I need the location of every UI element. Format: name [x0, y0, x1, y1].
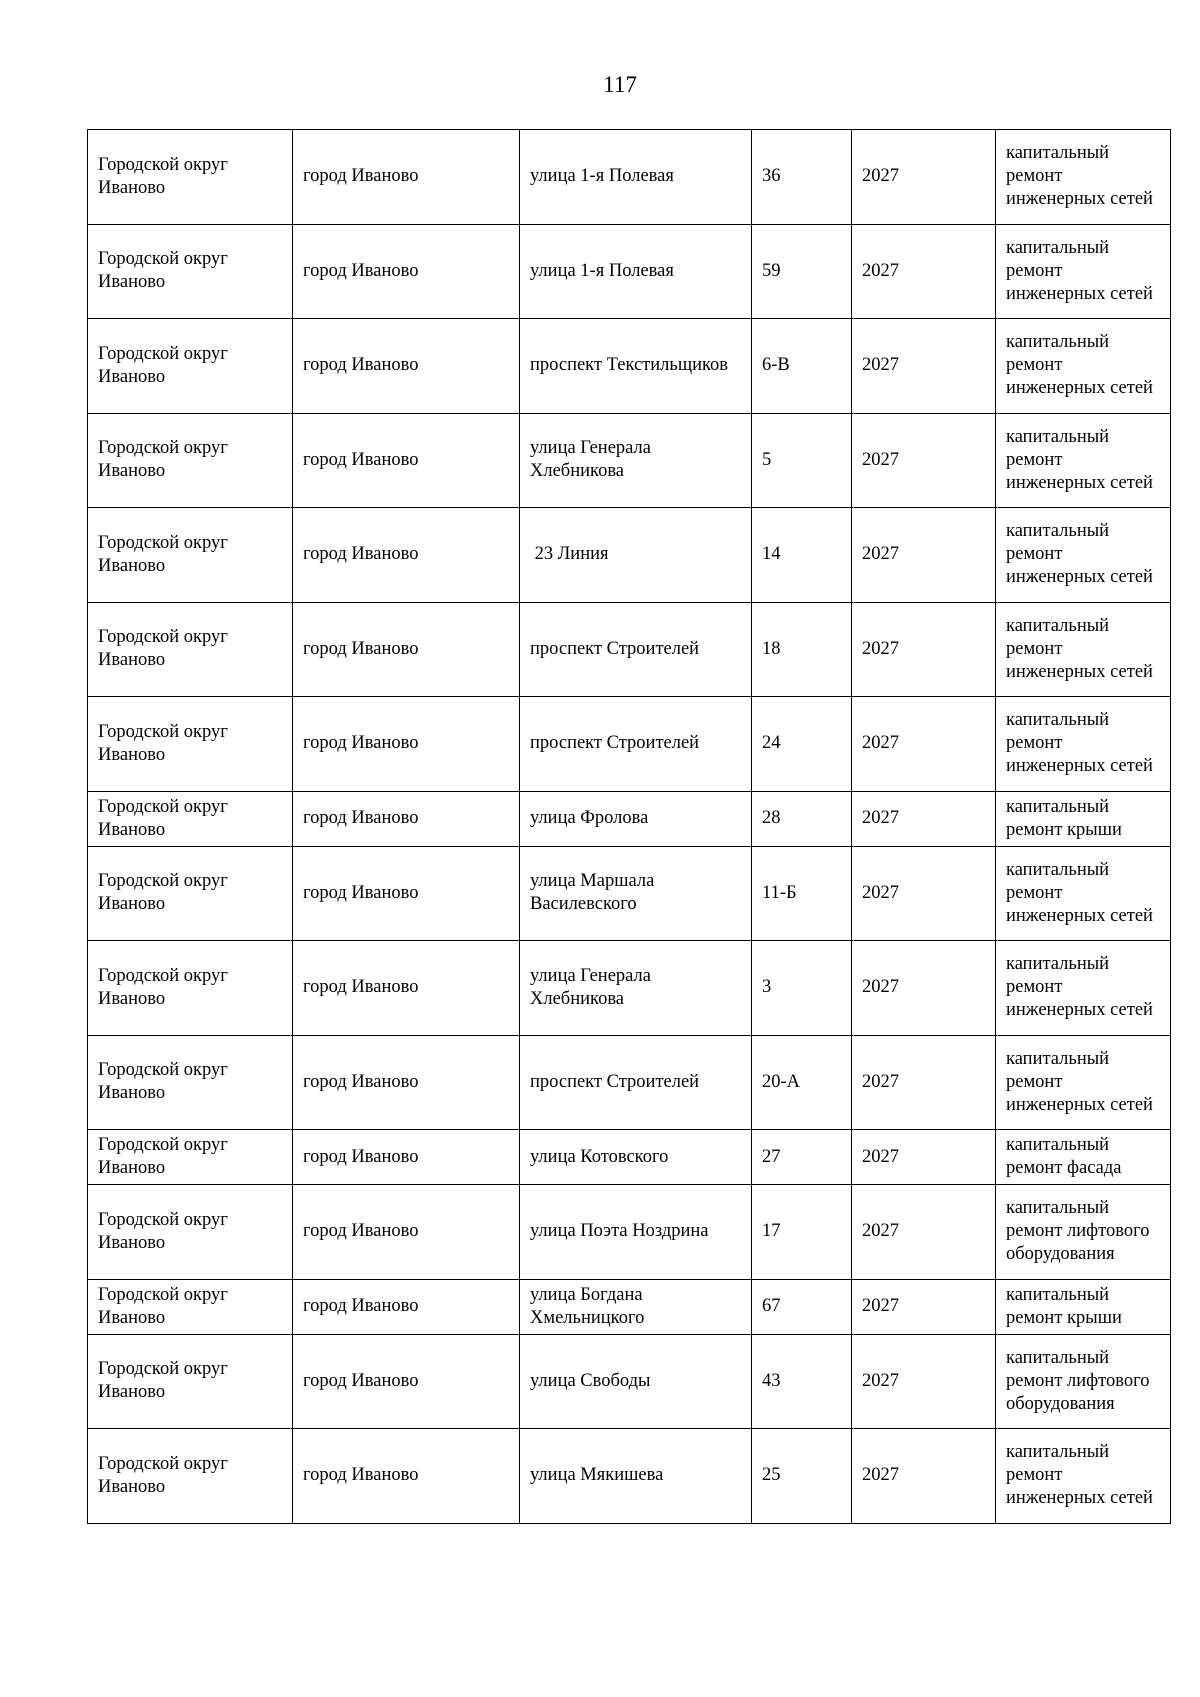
cell-municipality: Городской округ Иваново [88, 319, 293, 414]
cell-work-type: капитальный ремонт лифтового оборудования [996, 1185, 1171, 1280]
cell-street: улица Мякишева [520, 1429, 752, 1524]
cell-street: улица Фролова [520, 791, 752, 846]
cell-street: проспект Строителей [520, 602, 752, 697]
cell-settlement: город Иваново [293, 508, 520, 603]
table-row [88, 130, 1171, 225]
cell-street: 23 Линия [520, 508, 752, 603]
table-row [88, 602, 1171, 697]
table-row [88, 791, 1171, 846]
cell-work-type: капитальный ремонт крыши [996, 1279, 1171, 1334]
cell-municipality: Городской округ Иваново [88, 1429, 293, 1524]
cell-house-number: 36 [752, 130, 852, 225]
cell-work-type: капитальный ремонт инженерных сетей [996, 508, 1171, 603]
cell-house-number: 18 [752, 602, 852, 697]
cell-street: проспект Текстильщиков [520, 319, 752, 414]
cell-municipality: Городской округ Иваново [88, 1035, 293, 1130]
cell-year: 2027 [852, 697, 996, 792]
cell-house-number: 59 [752, 224, 852, 319]
cell-year: 2027 [852, 602, 996, 697]
cell-house-number: 3 [752, 941, 852, 1036]
repair-schedule-table [87, 129, 1171, 1524]
cell-municipality: Городской округ Иваново [88, 1334, 293, 1429]
cell-settlement: город Иваново [293, 791, 520, 846]
cell-work-type: капитальный ремонт инженерных сетей [996, 224, 1171, 319]
cell-work-type: капитальный ремонт инженерных сетей [996, 130, 1171, 225]
cell-street: улица 1-я Полевая [520, 224, 752, 319]
table-row [88, 941, 1171, 1036]
cell-municipality: Городской округ Иваново [88, 130, 293, 225]
cell-year: 2027 [852, 1185, 996, 1280]
cell-house-number: 14 [752, 508, 852, 603]
table-row [88, 224, 1171, 319]
cell-house-number: 11-Б [752, 846, 852, 941]
cell-year: 2027 [852, 1130, 996, 1185]
table-row [88, 846, 1171, 941]
cell-street: улица Генерала Хлебникова [520, 413, 752, 508]
cell-work-type: капитальный ремонт инженерных сетей [996, 1429, 1171, 1524]
cell-house-number: 20-А [752, 1035, 852, 1130]
cell-municipality: Городской округ Иваново [88, 941, 293, 1036]
cell-house-number: 25 [752, 1429, 852, 1524]
cell-street: проспект Строителей [520, 697, 752, 792]
cell-year: 2027 [852, 1035, 996, 1130]
cell-settlement: город Иваново [293, 413, 520, 508]
cell-municipality: Городской округ Иваново [88, 791, 293, 846]
cell-house-number: 43 [752, 1334, 852, 1429]
cell-work-type: капитальный ремонт фасада [996, 1130, 1171, 1185]
cell-work-type: капитальный ремонт инженерных сетей [996, 941, 1171, 1036]
cell-municipality: Городской округ Иваново [88, 1185, 293, 1280]
cell-year: 2027 [852, 941, 996, 1036]
table-row [88, 1185, 1171, 1280]
table-row [88, 1035, 1171, 1130]
cell-work-type: капитальный ремонт лифтового оборудования [996, 1334, 1171, 1429]
cell-street: улица Свободы [520, 1334, 752, 1429]
cell-municipality: Городской округ Иваново [88, 602, 293, 697]
table-row [88, 1334, 1171, 1429]
cell-settlement: город Иваново [293, 1429, 520, 1524]
table-row [88, 1429, 1171, 1524]
cell-house-number: 6-В [752, 319, 852, 414]
table-row [88, 697, 1171, 792]
cell-settlement: город Иваново [293, 1334, 520, 1429]
cell-work-type: капитальный ремонт инженерных сетей [996, 602, 1171, 697]
cell-year: 2027 [852, 1279, 996, 1334]
cell-settlement: город Иваново [293, 319, 520, 414]
cell-house-number: 27 [752, 1130, 852, 1185]
cell-settlement: город Иваново [293, 941, 520, 1036]
cell-settlement: город Иваново [293, 1130, 520, 1185]
page-number: 117 [603, 72, 637, 97]
cell-house-number: 24 [752, 697, 852, 792]
table-row [88, 413, 1171, 508]
cell-work-type: капитальный ремонт инженерных сетей [996, 413, 1171, 508]
cell-street: проспект Строителей [520, 1035, 752, 1130]
cell-settlement: город Иваново [293, 1035, 520, 1130]
cell-year: 2027 [852, 1429, 996, 1524]
cell-year: 2027 [852, 319, 996, 414]
table-body [88, 130, 1171, 1524]
cell-work-type: капитальный ремонт крыши [996, 791, 1171, 846]
cell-street: улица Генерала Хлебникова [520, 941, 752, 1036]
cell-settlement: город Иваново [293, 602, 520, 697]
cell-municipality: Городской округ Иваново [88, 224, 293, 319]
cell-work-type: капитальный ремонт инженерных сетей [996, 1035, 1171, 1130]
cell-house-number: 17 [752, 1185, 852, 1280]
cell-settlement: город Иваново [293, 846, 520, 941]
cell-settlement: город Иваново [293, 1279, 520, 1334]
cell-street: улица Котовского [520, 1130, 752, 1185]
cell-year: 2027 [852, 224, 996, 319]
cell-year: 2027 [852, 791, 996, 846]
cell-settlement: город Иваново [293, 130, 520, 225]
cell-work-type: капитальный ремонт инженерных сетей [996, 697, 1171, 792]
cell-municipality: Городской округ Иваново [88, 508, 293, 603]
cell-street: улица Маршала Василевского [520, 846, 752, 941]
cell-street: улица 1-я Полевая [520, 130, 752, 225]
cell-municipality: Городской округ Иваново [88, 697, 293, 792]
cell-house-number: 28 [752, 791, 852, 846]
cell-municipality: Городской округ Иваново [88, 413, 293, 508]
cell-year: 2027 [852, 508, 996, 603]
cell-street: улица Богдана Хмельницкого [520, 1279, 752, 1334]
cell-year: 2027 [852, 413, 996, 508]
cell-house-number: 67 [752, 1279, 852, 1334]
cell-work-type: капитальный ремонт инженерных сетей [996, 319, 1171, 414]
table-row [88, 508, 1171, 603]
cell-work-type: капитальный ремонт инженерных сетей [996, 846, 1171, 941]
cell-settlement: город Иваново [293, 224, 520, 319]
cell-year: 2027 [852, 846, 996, 941]
cell-year: 2027 [852, 1334, 996, 1429]
cell-house-number: 5 [752, 413, 852, 508]
table-row [88, 1279, 1171, 1334]
cell-street: улица Поэта Ноздрина [520, 1185, 752, 1280]
cell-settlement: город Иваново [293, 697, 520, 792]
cell-municipality: Городской округ Иваново [88, 1130, 293, 1185]
cell-municipality: Городской округ Иваново [88, 1279, 293, 1334]
cell-municipality: Городской округ Иваново [88, 846, 293, 941]
table-row [88, 319, 1171, 414]
table-row [88, 1130, 1171, 1185]
cell-year: 2027 [852, 130, 996, 225]
cell-settlement: город Иваново [293, 1185, 520, 1280]
